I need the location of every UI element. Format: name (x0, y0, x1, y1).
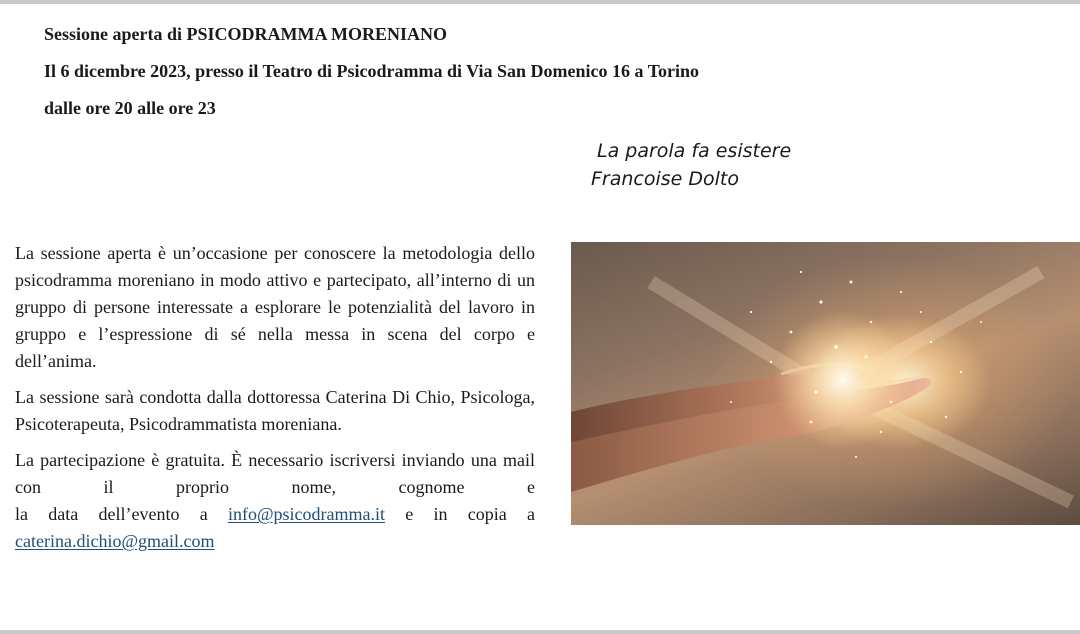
description-paragraph-3 (15, 447, 535, 555)
top-border (0, 0, 1080, 4)
event-description (15, 240, 535, 564)
hands-illustration (571, 242, 1080, 525)
quote-author: Francoise Dolto (591, 168, 740, 190)
email-link-info[interactable]: info@psicodramma.it (227, 504, 386, 524)
light-glow (773, 310, 913, 450)
event-header (44, 24, 699, 135)
registration-copy-text: e in copia a (405, 504, 536, 524)
email-link-caterina[interactable]: caterina.dichio@gmail.com (15, 531, 215, 551)
description-paragraph-1: La sessione aperta è un’occasione per conoscere la metodologia dello psicodramma moreniano in modo attivo e partecipato, all’interno di un gruppo di persone interessate a esplorare le potenzialità del lavoro in gruppo e l’espressione di sé nella messa in scena del corpo e dell’anima. (15, 243, 535, 371)
registration-text: la data dell’evento a (15, 504, 208, 524)
bottom-border (0, 630, 1080, 634)
event-date-location: Il 6 dicembre 2023, presso il Teatro di Psicodramma di Via San Domenico 16 a Torino (44, 61, 700, 81)
hands-light-photo (571, 242, 1080, 525)
event-time: dalle ore 20 alle ore 23 (44, 98, 216, 118)
registration-intro: La partecipazione è gratuita. È necessario iscriversi inviando una mail con il proprio nome, cognome e (15, 450, 535, 497)
quote-block (591, 137, 791, 193)
event-title: Sessione aperta di PSICODRAMMA MORENIANO (44, 24, 447, 44)
registration-line (15, 501, 535, 528)
description-paragraph-2: La sessione sarà condotta dalla dottoressa Caterina Di Chio, Psicologa, Psicoterapeuta, Psicodrammatista moreniana. (15, 387, 535, 434)
quote-text: La parola fa esistere (597, 140, 792, 162)
